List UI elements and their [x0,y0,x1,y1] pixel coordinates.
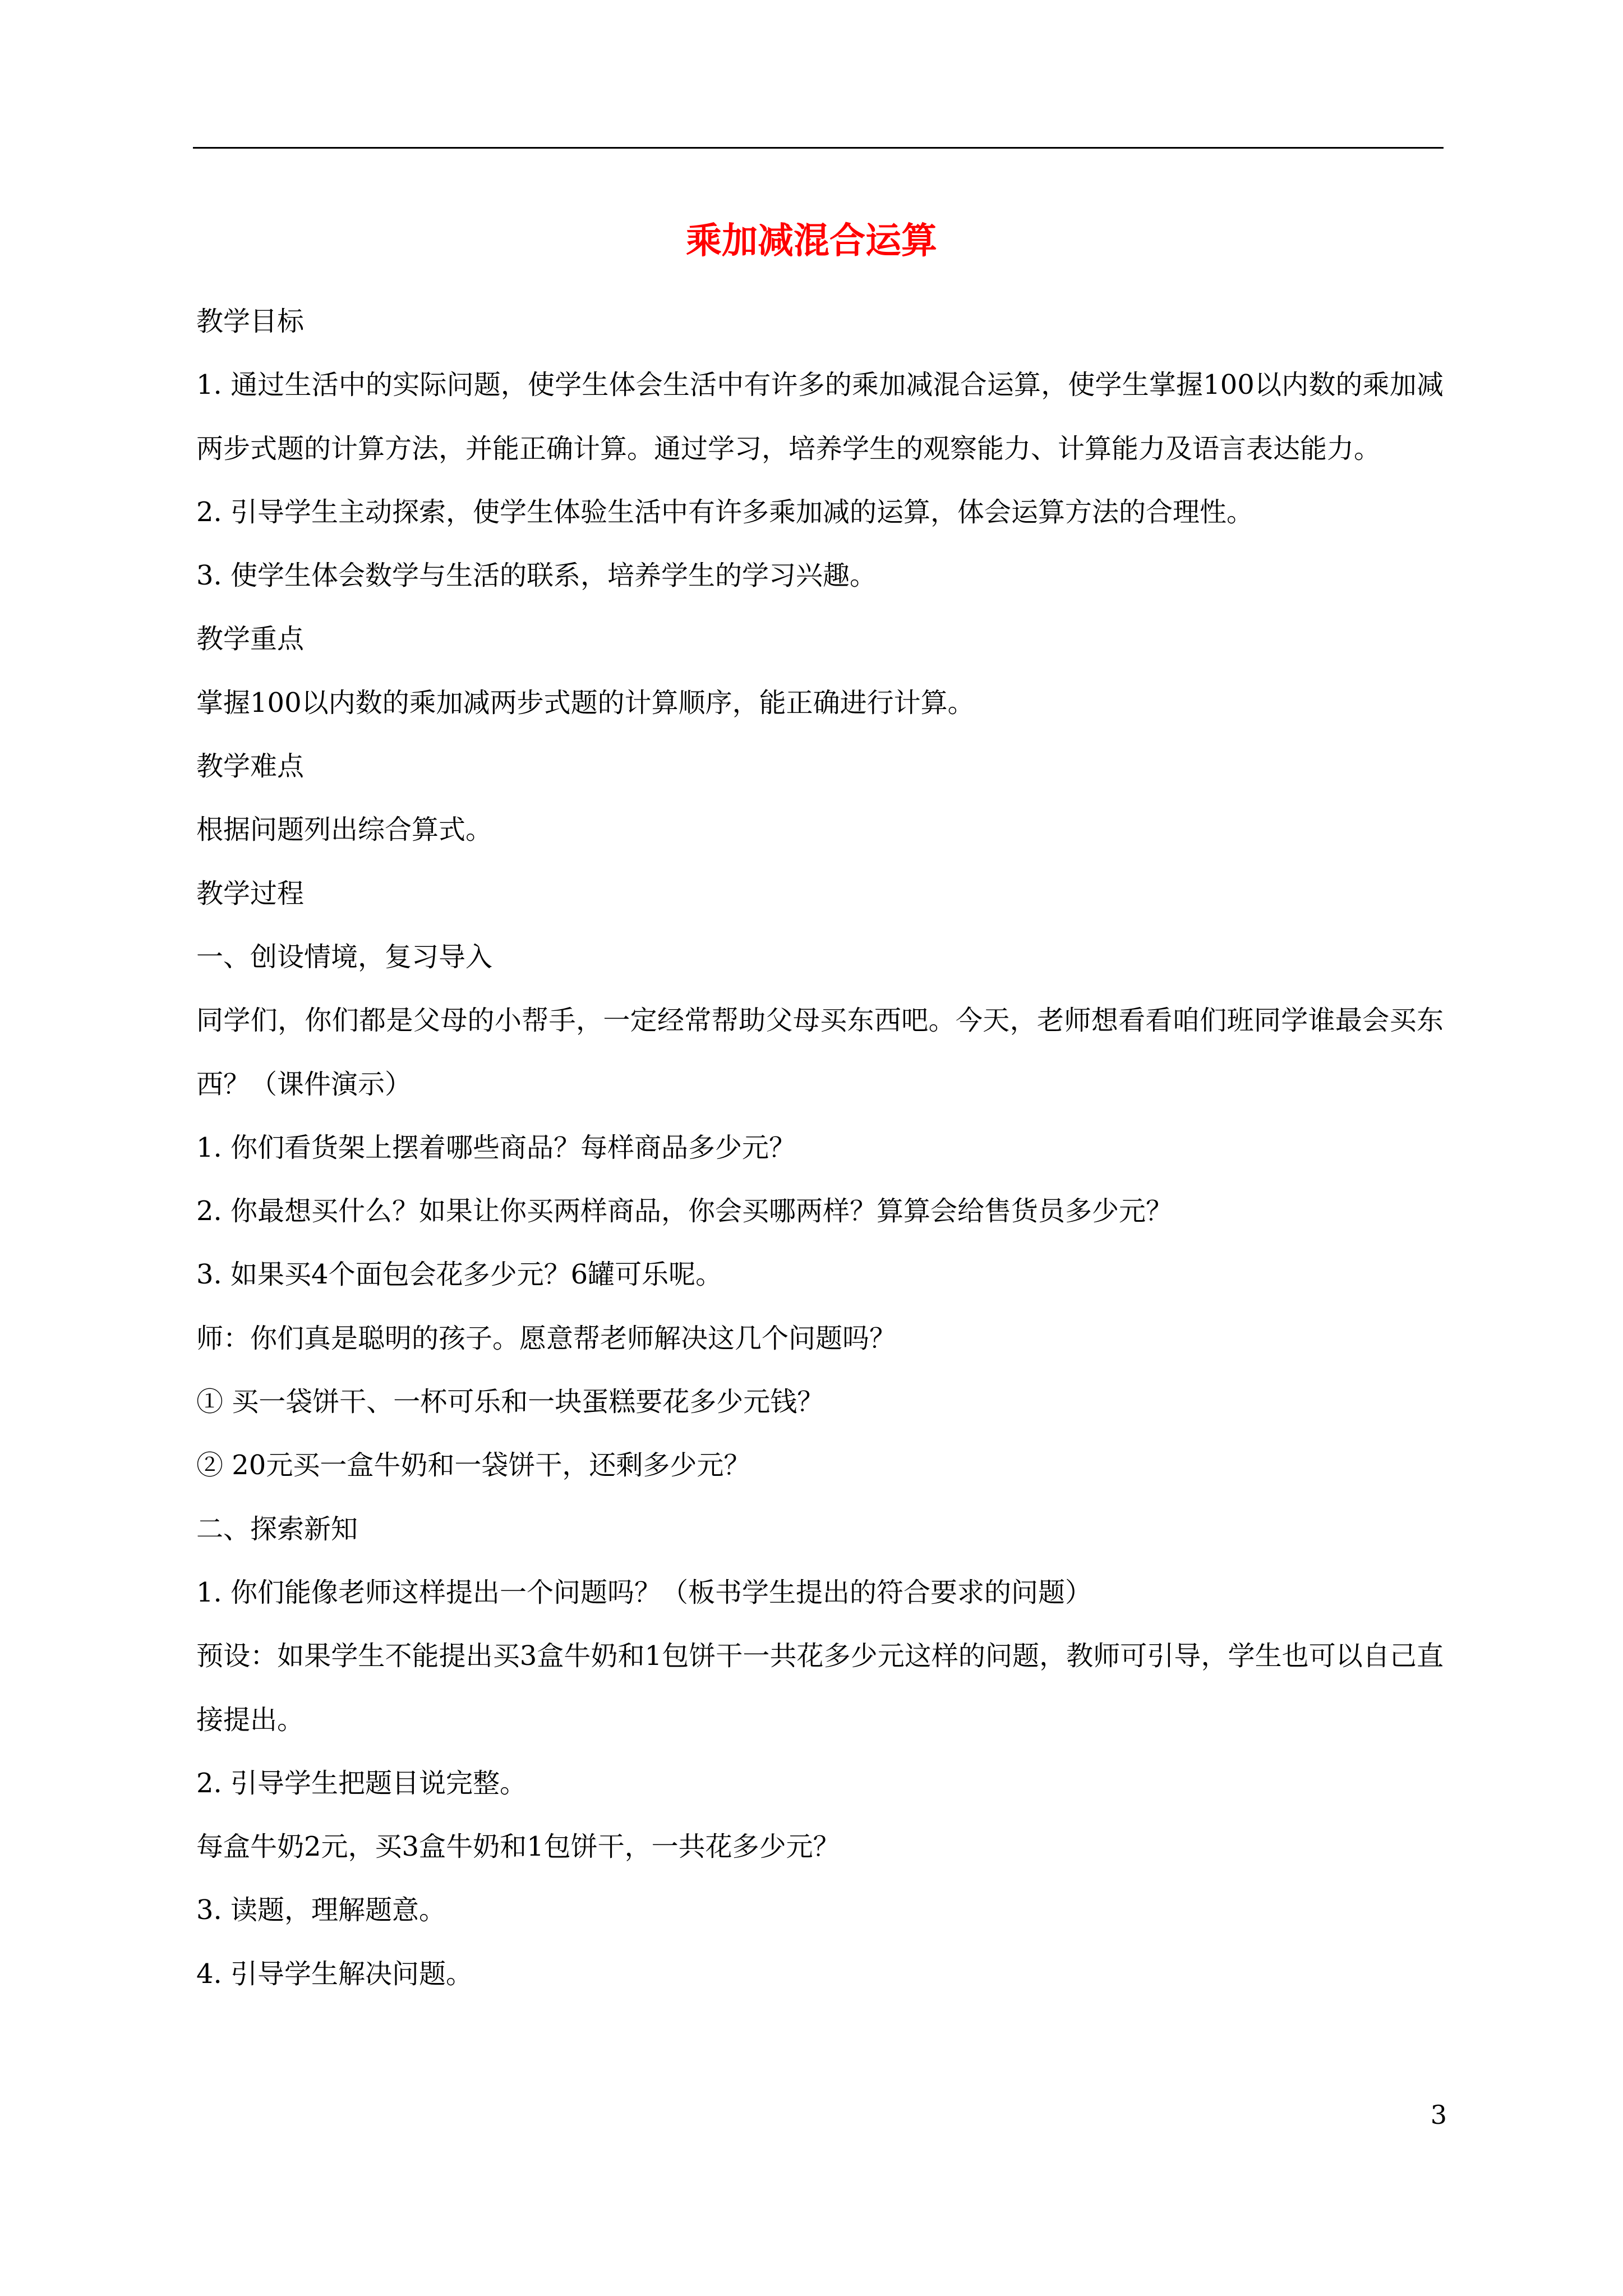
paragraph-teacher-remark: 师：你们真是聪明的孩子。愿意帮老师解决这几个问题吗？ [196,1322,897,1354]
paragraph-question-2: 2. 你最想买什么？如果让你买两样商品，你会买哪两样？算算会给售货员多少元？ [196,1195,1173,1227]
paragraph-difficulty-heading: 教学难点 [196,751,305,783]
paragraph-intro: 同学们，你们都是父母的小帮手，一定经常帮助父母买东西吧。今天，老师想看看咱们班同学谁最会买东西？（课件演示） [196,1005,1444,1100]
paragraph-preset: 预设：如果学生不能提出买3盒牛奶和1包饼干一共花多少元这样的问题，教师可引导，学生也可以自己直接提出。 [196,1640,1444,1736]
paragraph-section-2-heading: 二、探索新知 [196,1513,358,1545]
paragraph-key-points-heading: 教学重点 [196,623,305,655]
paragraph-teaching-goals-heading: 教学目标 [196,306,305,337]
paragraph-step-4: 4. 引导学生解决问题。 [196,1958,473,1990]
header-rule [193,147,1444,149]
paragraph-example-problem: 每盒牛奶2元，买3盒牛奶和1包饼干，一共花多少元？ [196,1831,840,1863]
paragraph-process-heading: 教学过程 [196,877,305,909]
document-title: 乘加减混合运算 [686,220,937,262]
document-body [196,290,1444,2006]
paragraph-goal-3: 3. 使学生体会数学与生活的联系，培养学生的学习兴趣。 [196,560,877,592]
paragraph-question-1: 1. 你们看货架上摆着哪些商品？每样商品多少元？ [196,1131,796,1163]
paragraph-step-3: 3. 读题，理解题意。 [196,1894,446,1926]
paragraph-step-2: 2. 引导学生把题目说完整。 [196,1767,527,1799]
paragraph-step-1: 1. 你们能像老师这样提出一个问题吗？（板书学生提出的符合要求的问题） [196,1576,1092,1608]
paragraph-question-3: 3. 如果买4个面包会花多少元？6罐可乐呢。 [196,1259,723,1291]
paragraph-problem-b: ② 20元买一盒牛奶和一袋饼干，还剩多少元？ [196,1450,751,1481]
paragraph-goal-2: 2. 引导学生主动探索，使学生体验生活中有许多乘加减的运算，体会运算方法的合理性。 [196,496,1254,528]
page-number: 3 [1430,2100,1447,2130]
paragraph-section-1-heading: 一、创设情境，复习导入 [196,941,493,973]
paragraph-problem-a: ① 买一袋饼干、一杯可乐和一块蛋糕要花多少元钱？ [196,1386,824,1418]
paragraph-key-points: 掌握100以内数的乘加减两步式题的计算顺序，能正确进行计算。 [196,687,975,719]
paragraph-difficulty: 根据问题列出综合算式。 [196,814,493,846]
paragraph-goal-1: 1. 通过生活中的实际问题，使学生体会生活中有许多的乘加减混合运算，使学生掌握100以内数的乘加减两步式题的计算方法，并能正确计算。通过学习，培养学生的观察能力、计算能力及语言表达能力。 [196,369,1444,464]
